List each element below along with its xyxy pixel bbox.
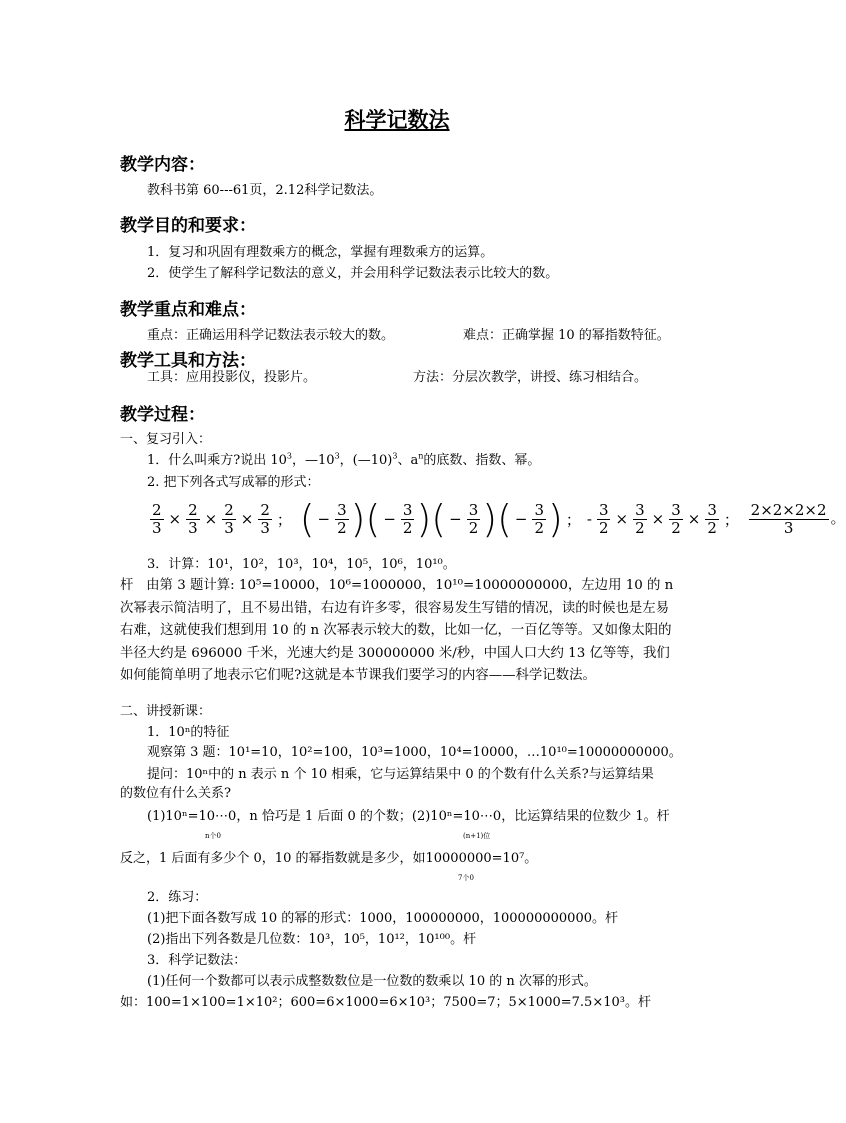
method-text: 方法：分层次教学，讲授、练习相结合。 [413, 370, 648, 385]
review-question-2: 2. 把下列各式写成幂的形式： [147, 475, 320, 490]
heading-key-points: 教学重点和难点： [120, 300, 256, 320]
observe-text: 观察第 3 题：10¹=10，10²=100，10³=1000，10⁴=10000，…10¹⁰=10000000000。 [147, 745, 682, 760]
scientific-notation-rule: (1)任何一个数都可以表示成整数数位是一位数的数乘以 10 的 n 次幂的形式。 [147, 974, 597, 989]
scientific-notation-examples: 如：100=1×100=1×10²；600=6×1000=6×10³；7500=7；5×1000=7.5×10³。杆 [120, 995, 651, 1010]
intro-paragraph: 杆 由第 3 题计算: 10⁵=10000，10⁶=1000000，10¹⁰=10000000000，左边用 10 的 n 次幂表示简洁明了，且不易出错，右边有许多零，很容易发生写错的情况，读的时候也是左易右难，这就使我们想到用 10 的 n 次幂表示较大的数，比如一亿，一百亿等等。又如像太阳的半径大约是 696000 千米，光速大约是 300000000 米/秒，中国人口大约 13 亿等等，我们如何能简单明了地表示它们呢?这就是本节课我们要学习的内容——科学记数法。 [120, 578, 674, 683]
review-question-1: 1．什么叫乘方?说出 $10^3$，$—10^3$，(—10)$^3$、$a^n$的底数、指数、幂。 [147, 451, 541, 468]
brace-label-n-zeros: n个0 [205, 832, 221, 840]
feature-line: (1)10ⁿ=10⋯0，n 恰巧是 1 后面 0 的个数；(2)10ⁿ=10⋯0，比运算结果的位数少 1。杆 [147, 809, 670, 824]
practice-1: (1)把下面各数写成 10 的幂的形式：1000，100000000，100000000000。杆 [147, 911, 618, 926]
review-heading: 一、复习引入： [120, 432, 212, 447]
heading-tools: 教学工具和方法： [120, 351, 256, 371]
product-fraction: $\frac{2\times 2\times 2\times 2}{3}$ [750, 500, 827, 537]
review-question-3: 3．计算：10¹，10²，10³，10⁴，10⁵，10⁶，10¹⁰。 [147, 557, 456, 572]
brace-label-7-zeros: 7个0 [458, 874, 474, 882]
brace-label-n-plus-1: (n+1)位 [463, 832, 491, 840]
question-line-1: 提问：10ⁿ中的 n 表示 n 个 10 相乘，它与运算结果中 0 的个数有什么关系?与运算结果 [147, 767, 654, 782]
key-point: 重点：正确运用科学记数法表示较大的数。 [147, 328, 395, 343]
subsection-1: 1．10ⁿ的特征 [147, 725, 230, 740]
content-text: 教科书第 60---61页，2.12科学记数法。 [147, 183, 383, 198]
heading-process: 教学过程： [120, 405, 205, 425]
converse-line: 反之，1 后面有多少个 0，10 的幂指数就是多少，如10000000=10⁷。 [120, 851, 538, 866]
goal-item-1: 1．复习和巩固有理数乘方的概念，掌握有理数乘方的运算。 [147, 245, 494, 260]
heading-content: 教学内容： [120, 155, 205, 175]
heading-goals: 教学目的和要求： [120, 216, 256, 236]
fraction: $\frac{2}{3}$ [152, 500, 162, 537]
page-title: 科学记数法 [344, 107, 450, 132]
new-lesson-heading: 二、讲授新课： [120, 704, 212, 719]
scientific-notation-heading: 3．科学记数法： [147, 953, 247, 968]
practice-heading: 2．练习： [147, 890, 208, 905]
power-expressions: $\frac{2}{3}$ × $\frac{2}{3}$ × $\frac{2}{3}$ × $\frac{2}{3}$ ； ( − $\frac{3}{2}$ )( − $\frac{3}{2}$ )( − $\frac{3}{2}$ )( − $\frac{3}{2}$ ) ； - $\frac{3}{2}$ × $\frac{3}{2}$ × $\frac{3}{2}$ × $\frac{3}{2}$ ； $\frac{2\times 2\times 2\times 2}{3}$ 。 [152, 497, 846, 541]
tools-text: 工具：应用投影仪，投影片。 [147, 370, 317, 385]
difficult-point: 难点：正确掌握 10 的幂指数特征。 [463, 328, 670, 343]
goal-item-2: 2．使学生了解科学记数法的意义，并会用科学记数法表示比较大的数。 [147, 266, 559, 281]
question-line-2: 的数位有什么关系? [120, 786, 231, 801]
practice-2: (2)指出下列各数是几位数：10³，10⁵，10¹²，10¹⁰⁰。杆 [147, 932, 477, 947]
